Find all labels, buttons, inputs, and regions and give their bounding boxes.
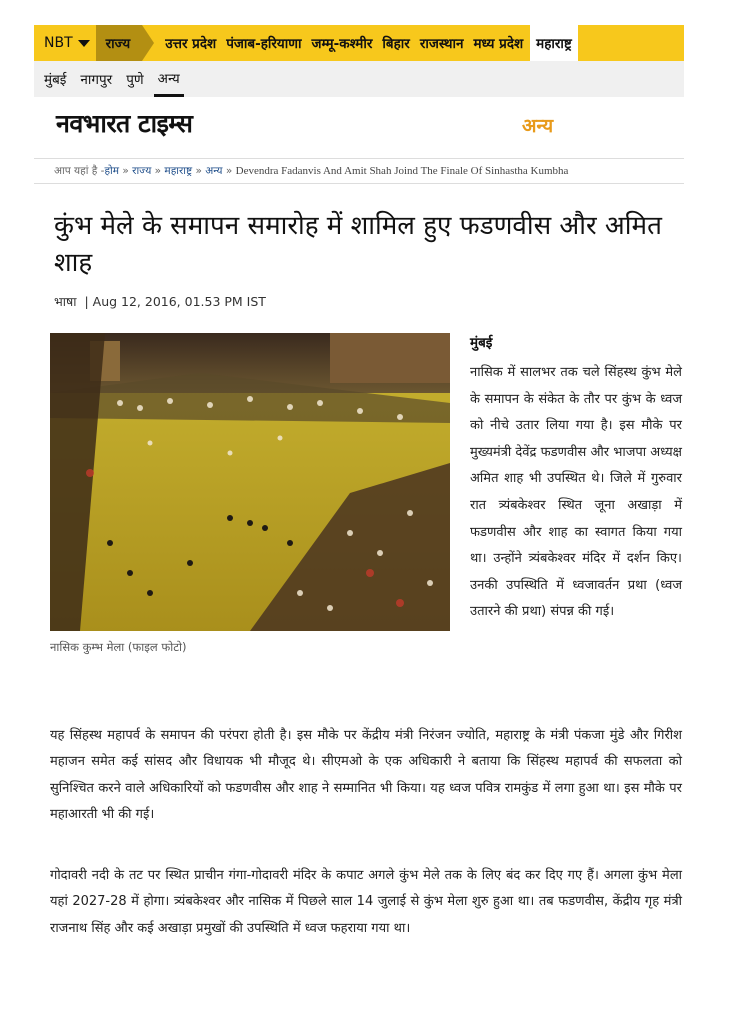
article-intro-paragraph: नासिक में सालभर तक चले सिंहस्थ कुंभ मेले के समापन के संकेत के तौर पर कुंभ के ध्वज को नीचे उतार लिया गया है। इस मौके पर मुख्यमंत्री देवेंद्र फडणवीस और भाजपा अध्यक्ष अमित शाह भी उपस्थित थे। जिले में गुरुवार रात त्र्यंबकेश्वर स्थित जूना अखाड़ा में फडणवीस और शाह का स्वागत किया गया था। उन्होंने त्र्यंबकेश्वर मंदिर में दर्शन किए। उनकी उपस्थिति में ध्वजावर्तन प्रथा (ध्वज उतारने की प्रथा) संपन्न की गई। xyxy=(470,365,682,620)
breadcrumb-state-link[interactable]: महाराष्ट्र xyxy=(164,165,193,177)
nav-item-maharashtra[interactable]: महाराष्ट्र xyxy=(530,25,578,61)
breadcrumb-rajya-link[interactable]: राज्य xyxy=(132,165,152,177)
sub-nav-bar xyxy=(34,61,684,97)
breadcrumb-home-link[interactable]: होम xyxy=(104,165,120,177)
subnav-item-mumbai[interactable]: मुंबई xyxy=(44,72,67,88)
article-date: | Aug 12, 2016, 01.53 PM IST xyxy=(84,294,266,309)
article-dateline: मुंबई xyxy=(470,335,493,351)
article-source: भाषा xyxy=(54,294,77,309)
breadcrumb-section-link[interactable]: अन्य xyxy=(205,165,223,177)
article-title: कुंभ मेले के समापन समारोह में शामिल हुए फडणवीस और अमित शाह xyxy=(54,211,662,278)
article-image[interactable] xyxy=(50,333,450,631)
nav-item-rajasthan[interactable]: राजस्थान xyxy=(419,36,464,52)
nav-item-uttar-pradesh[interactable]: उत्तर प्रदेश xyxy=(165,36,217,52)
article-meta xyxy=(54,293,266,310)
top-nav-bar xyxy=(34,25,684,61)
kumbh-mela-photo xyxy=(50,333,450,631)
breadcrumb-separator: » xyxy=(195,165,202,177)
nav-item-bihar[interactable]: बिहार xyxy=(382,36,410,52)
breadcrumb-prefix: आप यहां है - xyxy=(54,165,105,177)
nav-item-punjab-haryana[interactable]: पंजाब-हरियाणा xyxy=(226,36,302,52)
chevron-down-icon xyxy=(78,40,90,47)
subnav-item-anya[interactable]: अन्य xyxy=(154,61,184,97)
article-paragraph: गोदावरी नदी के तट पर स्थित प्राचीन गंगा-गोदावरी मंदिर के कपाट अगले कुंभ मेले तक के लिए बंद कर दिए गए हैं। अगला कुंभ मेला यहां 2027-28 में होगा। त्र्यंबकेश्वर और नासिक में पिछले साल 14 जुलाई से कुंभ मेला शुरु हुआ था। तब फडणवीस, केंद्रीय गृह मंत्री राजनाथ सिंह और कई अखाड़ा प्रमुखों की उपस्थिति में ध्वज फहराया गया था। xyxy=(50,868,682,936)
nav-rajya-tab[interactable] xyxy=(96,25,143,61)
breadcrumb-separator: » xyxy=(122,165,129,177)
nav-item-jammu-kashmir[interactable]: जम्मू-कश्मीर xyxy=(311,36,373,52)
breadcrumb-current: Devendra Fadanvis And Amit Shah Joind The Finale Of Sinhastha Kumbha xyxy=(235,165,569,177)
subnav-item-nagpur[interactable]: नागपुर xyxy=(80,72,113,88)
breadcrumb-separator: » xyxy=(154,165,162,177)
nav-item-madhya-pradesh[interactable]: मध्य प्रदेश xyxy=(473,36,524,52)
site-logo[interactable]: नवभारत टाइम्स xyxy=(56,109,193,138)
subnav-item-pune[interactable]: पुणे xyxy=(126,72,144,88)
section-title: अन्य xyxy=(522,115,554,137)
article-paragraph: यह सिंहस्थ महापर्व के समापन की परंपरा होती है। इस मौके पर केंद्रीय मंत्री निरंजन ज्योति, महाराष्ट्र के मंत्री पंकजा मुंडे और गिरीश महाजन समेत कई सांसद और विधायक भी मौजूद थे। सीएमओ के एक अधिकारी ने बताया कि सिंहस्थ महापर्व की सफलता को सुनिश्चित करने वाले अधिकारियों को फडणवीस और शाह ने सम्मानित भी किया। यह ध्वज पवित्र रामकुंड में लगा हुआ था। इस मौके पर महाआरती भी की गई। xyxy=(50,728,682,823)
breadcrumb-separator: » xyxy=(225,165,233,177)
nbt-label: NBT xyxy=(44,35,73,51)
breadcrumb xyxy=(34,158,684,184)
image-caption: नासिक कुम्भ मेला (फाइल फोटो) xyxy=(50,640,187,654)
nbt-menu-button[interactable] xyxy=(34,25,96,61)
nav-rajya-label: राज्य xyxy=(105,36,131,52)
